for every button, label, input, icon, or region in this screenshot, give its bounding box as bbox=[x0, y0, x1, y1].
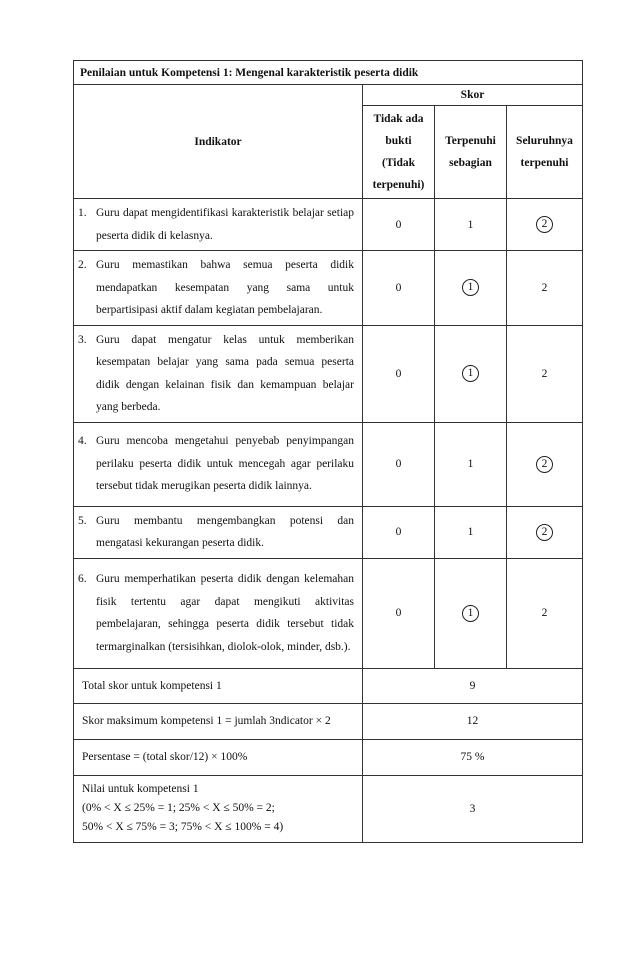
score-1 bbox=[435, 325, 507, 422]
col-tidak-ada-bukti: Tidak ada bukti (Tidak terpenuhi) bbox=[363, 106, 435, 199]
selected-score-circle: 1 bbox=[462, 365, 479, 382]
score-0: 0 bbox=[363, 506, 435, 558]
score-0: 0 bbox=[363, 199, 435, 251]
nilai-value: 3 bbox=[363, 775, 583, 842]
indicator-cell: 6. Guru memperhatikan peserta didik dengan kelemahan fisik tertentu agar dapat mengikuti aktivitas pembelajaran, sehingga peserta didik tersebut tidak termarginalkan (tersisihkan, diolok-olok, minder, dsb.). bbox=[74, 558, 363, 668]
table-row bbox=[74, 199, 583, 251]
score-2 bbox=[507, 422, 583, 506]
score-2: 2 bbox=[507, 325, 583, 422]
summary-row-total bbox=[74, 668, 583, 703]
col-terpenuhi-sebagian: Terpenuhi sebagian bbox=[435, 106, 507, 199]
table-row bbox=[74, 422, 583, 506]
score-1: 1 bbox=[435, 422, 507, 506]
persen-label: Persentase = (total skor/12) × 100% bbox=[74, 739, 363, 775]
selected-score-circle: 2 bbox=[536, 216, 553, 233]
summary-row-nilai bbox=[74, 775, 583, 842]
indicator-cell: 1. Guru dapat mengidentifikasi karakteristik belajar setiap peserta didik di kelasnya. bbox=[74, 199, 363, 251]
skor-header: Skor bbox=[363, 85, 583, 106]
score-0: 0 bbox=[363, 558, 435, 668]
score-1 bbox=[435, 558, 507, 668]
score-2: 2 bbox=[507, 251, 583, 326]
score-2 bbox=[507, 506, 583, 558]
table-row bbox=[74, 251, 583, 326]
summary-row-persen bbox=[74, 739, 583, 775]
table-row bbox=[74, 558, 583, 668]
max-label: Skor maksimum kompetensi 1 = jumlah 3ndicator × 2 bbox=[74, 703, 363, 739]
col-seluruhnya-terpenuhi: Seluruhnya terpenuhi bbox=[507, 106, 583, 199]
summary-row-max bbox=[74, 703, 583, 739]
indicator-cell: 4. Guru mencoba mengetahui penyebab penyimpangan perilaku peserta didik untuk mencegah agar perilaku tersebut tidak merugikan peserta didik lainnya. bbox=[74, 422, 363, 506]
score-0: 0 bbox=[363, 325, 435, 422]
score-2 bbox=[507, 199, 583, 251]
indicator-cell: 2. Guru memastikan bahwa semua peserta didik mendapatkan kesempatan yang sama untuk berpartisipasi aktif dalam kegiatan pembelajaran. bbox=[74, 251, 363, 326]
table-title: Penilaian untuk Kompetensi 1: Mengenal karakteristik peserta didik bbox=[74, 61, 583, 85]
score-0: 0 bbox=[363, 251, 435, 326]
score-0: 0 bbox=[363, 422, 435, 506]
score-1 bbox=[435, 251, 507, 326]
selected-score-circle: 2 bbox=[536, 456, 553, 473]
score-1: 1 bbox=[435, 506, 507, 558]
total-label: Total skor untuk kompetensi 1 bbox=[74, 668, 363, 703]
score-2: 2 bbox=[507, 558, 583, 668]
max-value: 12 bbox=[363, 703, 583, 739]
score-1: 1 bbox=[435, 199, 507, 251]
selected-score-circle: 2 bbox=[536, 524, 553, 541]
nilai-label: Nilai untuk kompetensi 1 (0% < X ≤ 25% = 1; 25% < X ≤ 50% = 2; 50% < X ≤ 75% = 3; 75% < X ≤ 100% = 4) bbox=[74, 775, 363, 842]
indicator-cell: 3. Guru dapat mengatur kelas untuk memberikan kesempatan belajar yang sama pada semua peserta didik dengan kelainan fisik dan kemampuan belajar yang berbeda. bbox=[74, 325, 363, 422]
total-value: 9 bbox=[363, 668, 583, 703]
table-row bbox=[74, 325, 583, 422]
table-row bbox=[74, 506, 583, 558]
selected-score-circle: 1 bbox=[462, 605, 479, 622]
assessment-table bbox=[73, 60, 583, 843]
selected-score-circle: 1 bbox=[462, 279, 479, 296]
indicator-cell: 5. Guru membantu mengembangkan potensi dan mengatasi kekurangan peserta didik. bbox=[74, 506, 363, 558]
indikator-header: Indikator bbox=[74, 85, 363, 199]
persen-value: 75 % bbox=[363, 739, 583, 775]
